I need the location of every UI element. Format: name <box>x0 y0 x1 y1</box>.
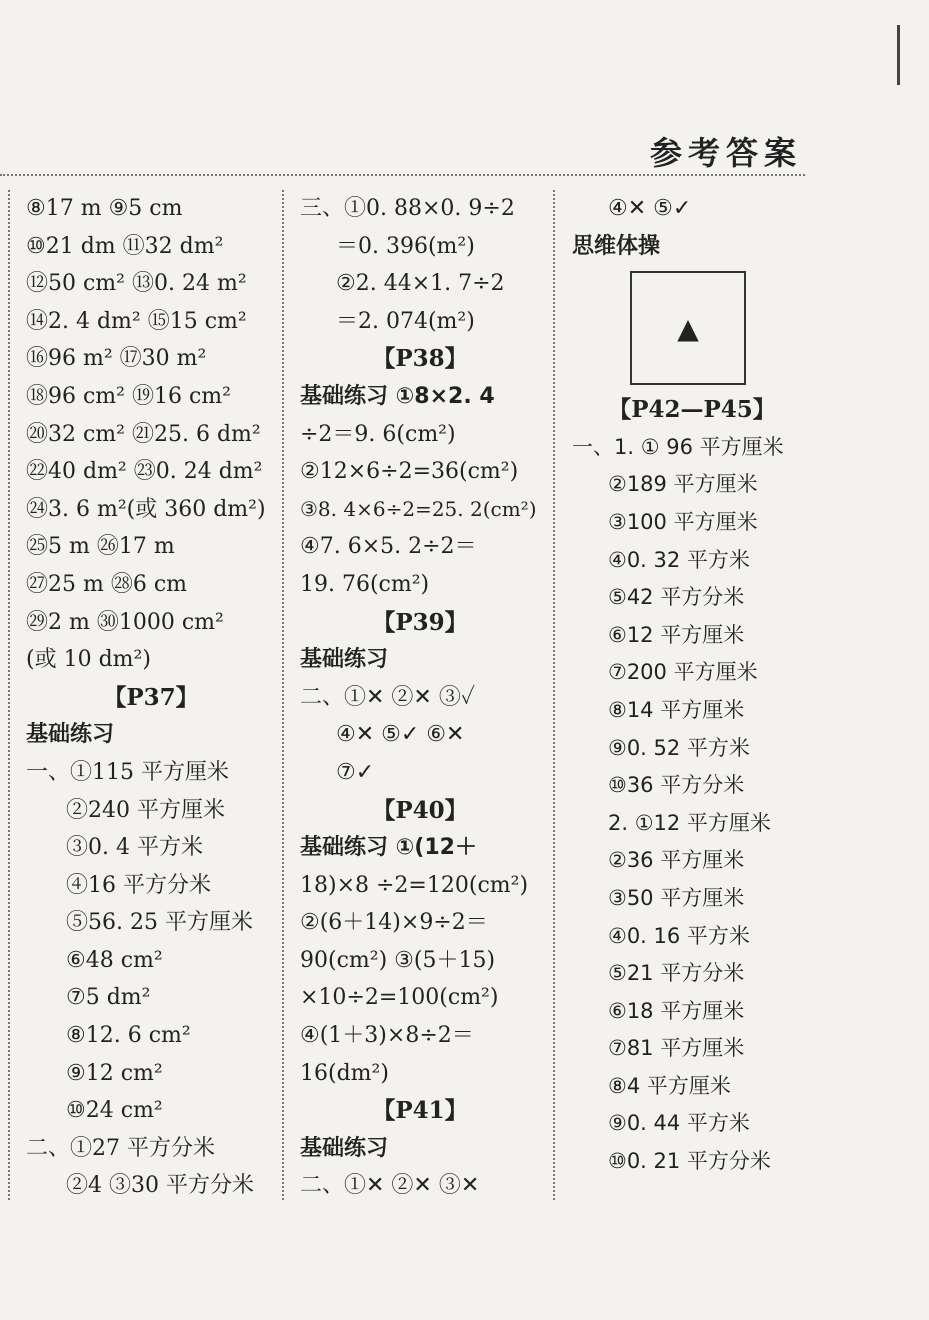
answer-line: ㉔3. 6 m²(或 360 dm²) <box>26 496 266 522</box>
section-heading: 思维体操 <box>572 233 661 259</box>
answer-line: 二、①27 平方分米 <box>26 1135 215 1161</box>
answer-line: ㉒40 dm² ㉓0. 24 dm² <box>26 459 263 485</box>
answer-line: ②36 平方厘米 <box>608 848 745 873</box>
answer-line: 90(cm²) ③(5＋15) <box>300 947 496 973</box>
answer-line: ×10÷2=100(cm²) <box>300 985 499 1011</box>
answer-line: ⑧12. 6 cm² <box>66 1023 191 1049</box>
answer-line: ②(6＋14)×9÷2＝ <box>300 910 488 936</box>
answer-line: ⑥18 平方厘米 <box>608 998 745 1023</box>
answer-line: ③100 平方厘米 <box>608 509 758 534</box>
section-heading: 基础练习 ①(12＋ <box>300 835 477 861</box>
scan-edge-mark <box>897 25 900 85</box>
answer-line: 一、①115 平方厘米 <box>26 759 229 785</box>
answer-line: ④7. 6×5. 2÷2＝ <box>300 534 477 560</box>
answer-line: ④0. 16 平方米 <box>608 923 750 948</box>
answer-line: 2. ①12 平方厘米 <box>608 810 771 835</box>
answer-line: ③0. 4 平方米 <box>66 835 203 861</box>
section-heading: 基础练习 <box>300 1135 389 1161</box>
answer-line: ⑩36 平方分米 <box>608 773 745 798</box>
answer-column-1 <box>26 190 276 1200</box>
section-heading: 基础练习 <box>26 722 115 748</box>
answer-line: ⑧4 平方厘米 <box>608 1073 731 1098</box>
answer-line: ⑥12 平方厘米 <box>608 622 745 647</box>
answer-line: 三、①0. 88×0. 9÷2 <box>300 196 515 221</box>
answer-column-2 <box>300 190 540 1200</box>
page-range-heading: 【P42—P45】 <box>608 396 776 424</box>
column-divider-2 <box>553 190 555 1200</box>
answer-line: ⑤42 平方分米 <box>608 585 745 610</box>
answer-line: ÷2＝9. 6(cm²) <box>300 421 456 447</box>
section-heading: 基础练习 ①8×2. 4 <box>300 383 495 409</box>
answer-line: 二、①✕ ②✕ ③✕ <box>300 1173 480 1199</box>
answer-line: ⑤56. 25 平方厘米 <box>66 910 253 936</box>
answer-line: ④0. 32 平方米 <box>608 547 750 572</box>
column-divider-left <box>8 190 10 1200</box>
answer-line: ⑨0. 52 平方米 <box>608 735 750 760</box>
answer-line: ㉕5 m ㉖17 m <box>26 534 175 560</box>
page-range-heading: 【P41】 <box>372 1097 468 1125</box>
answer-line: ④✕ ⑤✓ ⑥✕ <box>336 722 465 748</box>
answer-line: ⑧17 m ⑨5 cm <box>26 196 183 221</box>
answer-line: ＝2. 074(m²) <box>336 308 475 334</box>
answer-line: ⑦✓ <box>336 759 375 785</box>
answer-line: ②2. 44×1. 7÷2 <box>336 271 505 297</box>
answer-line: ㉙2 m ㉚1000 cm² <box>26 609 224 635</box>
answer-line: ⑩24 cm² <box>66 1098 163 1124</box>
triangle-icon: ▲ <box>677 311 699 345</box>
answer-line: ④16 平方分米 <box>66 872 211 898</box>
answer-line: ⑧14 平方厘米 <box>608 697 745 722</box>
page-title: 参考答案 <box>650 134 803 172</box>
answer-column-3 <box>572 190 812 1200</box>
answer-line: ②189 平方厘米 <box>608 472 758 497</box>
puzzle-figure <box>630 271 746 385</box>
answer-line: ⑦5 dm² <box>66 985 151 1011</box>
answer-line: 19. 76(cm²) <box>300 571 430 597</box>
answer-line: 16(dm²) <box>300 1060 389 1086</box>
answer-line: ⑫50 cm² ⑬0. 24 m² <box>26 271 247 297</box>
answer-line: ㉗25 m ㉘6 cm <box>26 571 188 597</box>
answer-line: ⑨0. 44 平方米 <box>608 1111 750 1136</box>
answer-line: (或 10 dm²) <box>26 647 151 673</box>
answer-line: ⑩0. 21 平方分米 <box>608 1149 771 1174</box>
answer-line: ⑳32 cm² ㉑25. 6 dm² <box>26 421 261 447</box>
answer-line: ⑦200 平方厘米 <box>608 660 758 685</box>
answer-line: ⑤21 平方分米 <box>608 961 745 986</box>
answer-line: ⑥48 cm² <box>66 947 163 973</box>
answer-line: ⑨12 cm² <box>66 1060 163 1086</box>
answer-line: ⑯96 m² ⑰30 m² <box>26 346 207 372</box>
page-range-heading: 【P39】 <box>372 608 468 636</box>
page-range-heading: 【P37】 <box>103 683 199 711</box>
answer-line: ⑩21 dm ⑪32 dm² <box>26 233 224 259</box>
answer-line: 18)×8 ÷2=120(cm²) <box>300 872 529 898</box>
answer-line: ⑱96 cm² ⑲16 cm² <box>26 383 231 409</box>
answer-line: ②4 ③30 平方分米 <box>66 1173 254 1199</box>
page-range-heading: 【P40】 <box>372 796 468 824</box>
column-divider-1 <box>282 190 284 1200</box>
answer-line: ③8. 4×6÷2=25. 2(cm²) <box>300 496 537 521</box>
answer-line: ②240 平方厘米 <box>66 797 225 823</box>
header-divider <box>0 174 805 176</box>
page-range-heading: 【P38】 <box>372 345 468 373</box>
answer-line: 一、1. ① 96 平方厘米 <box>572 434 784 459</box>
answer-line: ②12×6÷2=36(cm²) <box>300 459 519 485</box>
section-heading: 基础练习 <box>300 647 389 673</box>
answer-line: 二、①✕ ②✕ ③✓ <box>300 684 476 710</box>
answer-line: ⑭2. 4 dm² ⑮15 cm² <box>26 308 247 334</box>
answer-line: ④✕ ⑤✓ <box>608 196 692 221</box>
answer-line: ⑦81 平方厘米 <box>608 1036 745 1061</box>
answer-line: ④(1＋3)×8÷2＝ <box>300 1023 474 1049</box>
answer-line: ③50 平方厘米 <box>608 885 745 910</box>
answer-line: ＝0. 396(m²) <box>336 233 475 259</box>
